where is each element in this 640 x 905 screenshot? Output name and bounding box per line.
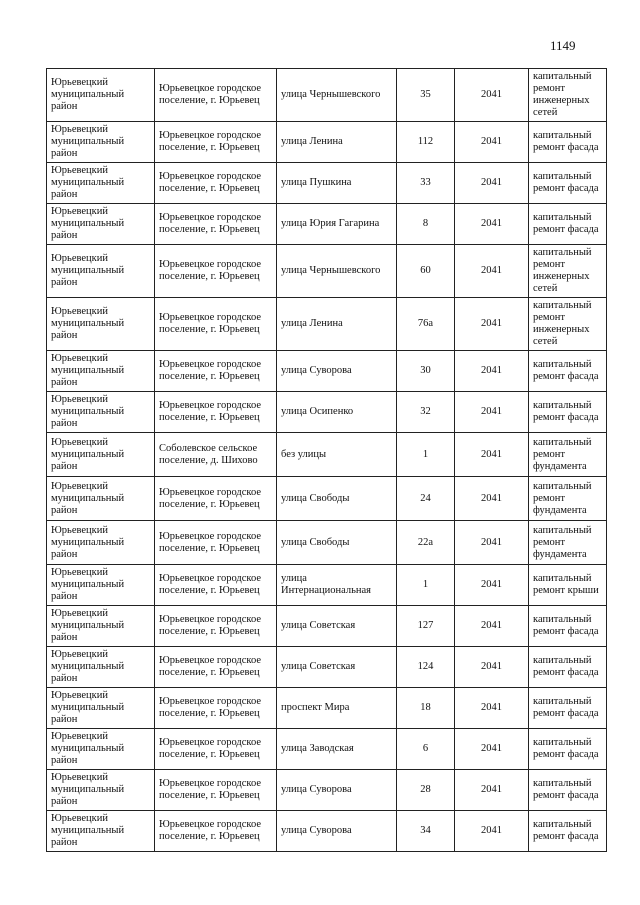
street-cell: улица Чернышевского (277, 69, 397, 122)
settlement-cell: Юрьевецкое городское поселение, г. Юрьевец (155, 351, 277, 392)
repair-schedule-table (46, 68, 607, 852)
house-number-cell: 6 (397, 729, 455, 770)
house-number-cell: 76а (397, 298, 455, 351)
year-cell: 2041 (455, 811, 529, 852)
district-cell: Юрьевецкий муниципальный район (47, 688, 155, 729)
district-cell: Юрьевецкий муниципальный район (47, 433, 155, 477)
work-type-cell: капитальный ремонт фасада (529, 204, 607, 245)
house-number-cell: 24 (397, 477, 455, 521)
district-cell: Юрьевецкий муниципальный район (47, 298, 155, 351)
work-type-cell: капитальный ремонт фасада (529, 163, 607, 204)
street-cell: улица Суворова (277, 770, 397, 811)
house-number-cell: 127 (397, 606, 455, 647)
table-row (47, 606, 607, 647)
house-number-cell: 124 (397, 647, 455, 688)
year-cell: 2041 (455, 69, 529, 122)
street-cell: улица Юрия Гагарина (277, 204, 397, 245)
work-type-cell: капитальный ремонт фундамента (529, 521, 607, 565)
settlement-cell: Юрьевецкое городское поселение, г. Юрьевец (155, 565, 277, 606)
table-row (47, 647, 607, 688)
work-type-cell: капитальный ремонт крыши (529, 565, 607, 606)
year-cell: 2041 (455, 729, 529, 770)
year-cell: 2041 (455, 521, 529, 565)
work-type-cell: капитальный ремонт фундамента (529, 477, 607, 521)
settlement-cell: Юрьевецкое городское поселение, г. Юрьевец (155, 606, 277, 647)
district-cell: Юрьевецкий муниципальный район (47, 770, 155, 811)
settlement-cell: Юрьевецкое городское поселение, г. Юрьевец (155, 245, 277, 298)
street-cell: улица Советская (277, 647, 397, 688)
year-cell: 2041 (455, 163, 529, 204)
page-number: 1149 (550, 38, 576, 53)
year-cell: 2041 (455, 770, 529, 811)
district-cell: Юрьевецкий муниципальный район (47, 69, 155, 122)
district-cell: Юрьевецкий муниципальный район (47, 606, 155, 647)
settlement-cell: Юрьевецкое городское поселение, г. Юрьевец (155, 204, 277, 245)
year-cell: 2041 (455, 351, 529, 392)
street-cell: проспект Мира (277, 688, 397, 729)
district-cell: Юрьевецкий муниципальный район (47, 351, 155, 392)
year-cell: 2041 (455, 565, 529, 606)
work-type-cell: капитальный ремонт фасада (529, 647, 607, 688)
district-cell: Юрьевецкий муниципальный район (47, 245, 155, 298)
settlement-cell: Юрьевецкое городское поселение, г. Юрьевец (155, 477, 277, 521)
street-cell: улица Осипенко (277, 392, 397, 433)
house-number-cell: 34 (397, 811, 455, 852)
table-row (47, 729, 607, 770)
house-number-cell: 112 (397, 122, 455, 163)
settlement-cell: Юрьевецкое городское поселение, г. Юрьевец (155, 729, 277, 770)
settlement-cell: Юрьевецкое городское поселение, г. Юрьевец (155, 163, 277, 204)
work-type-cell: капитальный ремонт фасада (529, 770, 607, 811)
table-row (47, 351, 607, 392)
table-row (47, 392, 607, 433)
street-cell: улица Пушкина (277, 163, 397, 204)
street-cell: улица Ленина (277, 298, 397, 351)
year-cell: 2041 (455, 298, 529, 351)
table-body (47, 69, 607, 852)
work-type-cell: капитальный ремонт фасада (529, 688, 607, 729)
work-type-cell: капитальный ремонт фасада (529, 122, 607, 163)
street-cell: улица Чернышевского (277, 245, 397, 298)
work-type-cell: капитальный ремонт инженерных сетей (529, 69, 607, 122)
district-cell: Юрьевецкий муниципальный район (47, 392, 155, 433)
year-cell: 2041 (455, 122, 529, 163)
table-row (47, 69, 607, 122)
street-cell: без улицы (277, 433, 397, 477)
house-number-cell: 35 (397, 69, 455, 122)
house-number-cell: 28 (397, 770, 455, 811)
house-number-cell: 32 (397, 392, 455, 433)
year-cell: 2041 (455, 392, 529, 433)
settlement-cell: Юрьевецкое городское поселение, г. Юрьевец (155, 811, 277, 852)
work-type-cell: капитальный ремонт фасада (529, 729, 607, 770)
year-cell: 2041 (455, 647, 529, 688)
year-cell: 2041 (455, 688, 529, 729)
table-row (47, 163, 607, 204)
table-row (47, 565, 607, 606)
table-row (47, 245, 607, 298)
table-row (47, 688, 607, 729)
house-number-cell: 60 (397, 245, 455, 298)
table-row (47, 811, 607, 852)
street-cell: улица Ленина (277, 122, 397, 163)
year-cell: 2041 (455, 245, 529, 298)
settlement-cell: Юрьевецкое городское поселение, г. Юрьевец (155, 122, 277, 163)
district-cell: Юрьевецкий муниципальный район (47, 163, 155, 204)
district-cell: Юрьевецкий муниципальный район (47, 122, 155, 163)
table-row (47, 298, 607, 351)
street-cell: улица Интернациональная (277, 565, 397, 606)
street-cell: улица Заводская (277, 729, 397, 770)
table-row (47, 477, 607, 521)
settlement-cell: Юрьевецкое городское поселение, г. Юрьевец (155, 69, 277, 122)
district-cell: Юрьевецкий муниципальный район (47, 521, 155, 565)
district-cell: Юрьевецкий муниципальный район (47, 811, 155, 852)
settlement-cell: Юрьевецкое городское поселение, г. Юрьевец (155, 647, 277, 688)
work-type-cell: капитальный ремонт фасада (529, 351, 607, 392)
work-type-cell: капитальный ремонт инженерных сетей (529, 245, 607, 298)
year-cell: 2041 (455, 477, 529, 521)
street-cell: улица Суворова (277, 811, 397, 852)
work-type-cell: капитальный ремонт фасада (529, 811, 607, 852)
house-number-cell: 33 (397, 163, 455, 204)
house-number-cell: 22а (397, 521, 455, 565)
settlement-cell: Соболевское сельское поселение, д. Шихово (155, 433, 277, 477)
district-cell: Юрьевецкий муниципальный район (47, 729, 155, 770)
table-row (47, 122, 607, 163)
settlement-cell: Юрьевецкое городское поселение, г. Юрьевец (155, 298, 277, 351)
district-cell: Юрьевецкий муниципальный район (47, 204, 155, 245)
settlement-cell: Юрьевецкое городское поселение, г. Юрьевец (155, 521, 277, 565)
table-row (47, 204, 607, 245)
table-row (47, 433, 607, 477)
house-number-cell: 8 (397, 204, 455, 245)
table-row (47, 770, 607, 811)
district-cell: Юрьевецкий муниципальный район (47, 647, 155, 688)
work-type-cell: капитальный ремонт инженерных сетей (529, 298, 607, 351)
year-cell: 2041 (455, 606, 529, 647)
street-cell: улица Свободы (277, 477, 397, 521)
street-cell: улица Советская (277, 606, 397, 647)
house-number-cell: 1 (397, 565, 455, 606)
district-cell: Юрьевецкий муниципальный район (47, 565, 155, 606)
district-cell: Юрьевецкий муниципальный район (47, 477, 155, 521)
work-type-cell: капитальный ремонт фасада (529, 606, 607, 647)
street-cell: улица Свободы (277, 521, 397, 565)
house-number-cell: 18 (397, 688, 455, 729)
house-number-cell: 1 (397, 433, 455, 477)
year-cell: 2041 (455, 433, 529, 477)
work-type-cell: капитальный ремонт фасада (529, 392, 607, 433)
street-cell: улица Суворова (277, 351, 397, 392)
settlement-cell: Юрьевецкое городское поселение, г. Юрьевец (155, 688, 277, 729)
settlement-cell: Юрьевецкое городское поселение, г. Юрьевец (155, 392, 277, 433)
table-row (47, 521, 607, 565)
work-type-cell: капитальный ремонт фундамента (529, 433, 607, 477)
year-cell: 2041 (455, 204, 529, 245)
house-number-cell: 30 (397, 351, 455, 392)
settlement-cell: Юрьевецкое городское поселение, г. Юрьевец (155, 770, 277, 811)
